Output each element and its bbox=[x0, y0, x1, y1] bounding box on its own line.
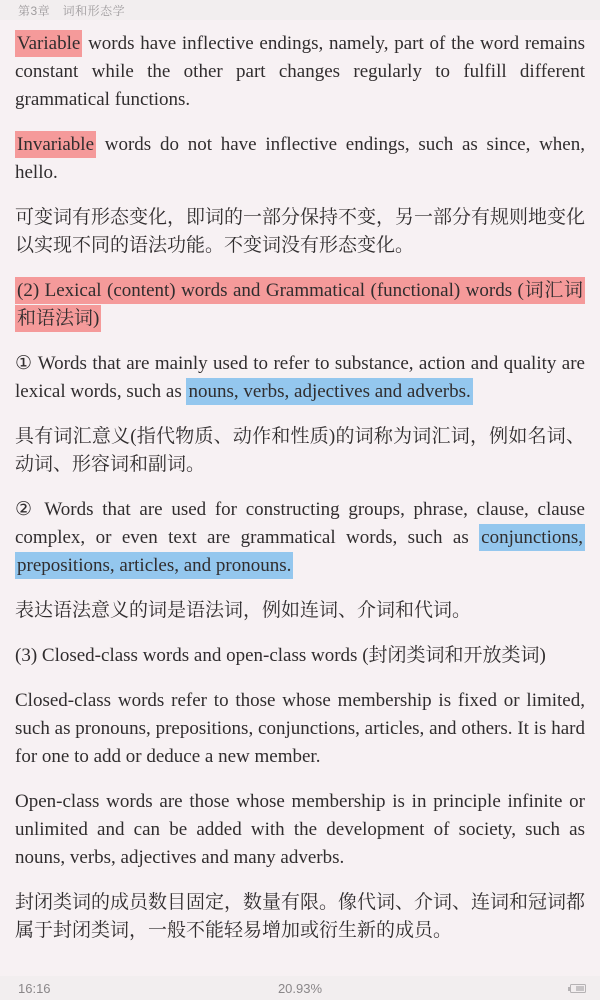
paragraph bbox=[15, 889, 585, 945]
text-run: 可变词有形态变化，即词的一部分保持不变，另一部分有规则地变化以实现不同的语法功能。不变词没有形态变化。 bbox=[15, 207, 586, 256]
text-run: 封闭类词的成员数目固定，数量有限。像代词、介词、连词和冠词都属于封闭类词，一般不能轻易增加或衍生新的成员。 bbox=[15, 892, 586, 941]
highlight-pink[interactable]: Variable bbox=[15, 30, 82, 57]
reading-content[interactable] bbox=[0, 20, 600, 976]
paragraph bbox=[15, 30, 585, 114]
highlight-pink[interactable]: Invariable bbox=[15, 131, 96, 158]
highlight-blue[interactable]: nouns, verbs, adjectives and adverbs. bbox=[186, 378, 472, 405]
paragraph bbox=[15, 687, 585, 771]
text-run: 具有词汇意义(指代物质、动作和性质)的词称为词汇词，例如名词、动词、形容词和副词。 bbox=[15, 426, 585, 475]
clock-label: 16:16 bbox=[18, 980, 51, 996]
chapter-title: 第3章 词和形态学 bbox=[18, 3, 126, 18]
reading-progress-label: 20.93% bbox=[277, 980, 323, 996]
paragraph bbox=[15, 642, 585, 670]
paragraph bbox=[15, 277, 585, 333]
chapter-header bbox=[0, 0, 600, 20]
paragraph bbox=[15, 788, 585, 872]
text-run: Closed-class words refer to those whose membership is fixed or limited, such as pronouns, prepositions, conjunctions, articles, and others. It is hard for one to add or deduce a new member. bbox=[15, 690, 585, 767]
highlight-pink[interactable]: (2) Lexical (content) words and Grammatical (functional) words (词汇词和语法词) bbox=[15, 277, 585, 332]
status-bar bbox=[0, 976, 600, 1000]
text-run: ② Words that are used for constructing groups, phrase, clause, clause complex, or even text are grammatical words, such as bbox=[15, 499, 585, 548]
text-run: words do not have inflective endings, such as since, when, hello. bbox=[15, 134, 585, 183]
paragraph bbox=[15, 350, 585, 406]
paragraph bbox=[15, 597, 585, 625]
text-run: 表达语法意义的词是语法词，例如连词、介词和代词。 bbox=[15, 600, 472, 621]
text-run: (3) Closed-class words and open-class words (封闭类词和开放类词) bbox=[15, 645, 546, 666]
paragraph bbox=[15, 496, 585, 580]
text-run: Open-class words are those whose membership is in principle infinite or unlimited and can be added with the development of society, such as nouns, verbs, adjectives and many adverbs. bbox=[15, 791, 585, 868]
text-run: ① Words that are mainly used to refer to substance, action and quality are lexical words, such as bbox=[15, 353, 585, 402]
paragraph bbox=[15, 131, 585, 187]
battery-icon bbox=[570, 984, 586, 993]
paragraph bbox=[15, 423, 585, 479]
paragraph bbox=[15, 204, 585, 260]
highlight-blue[interactable]: conjunctions, prepositions, articles, and pronouns. bbox=[15, 524, 585, 579]
text-run: words have inflective endings, namely, part of the word remains constant while the other part changes regularly to fulfill different grammatical functions. bbox=[15, 33, 585, 110]
